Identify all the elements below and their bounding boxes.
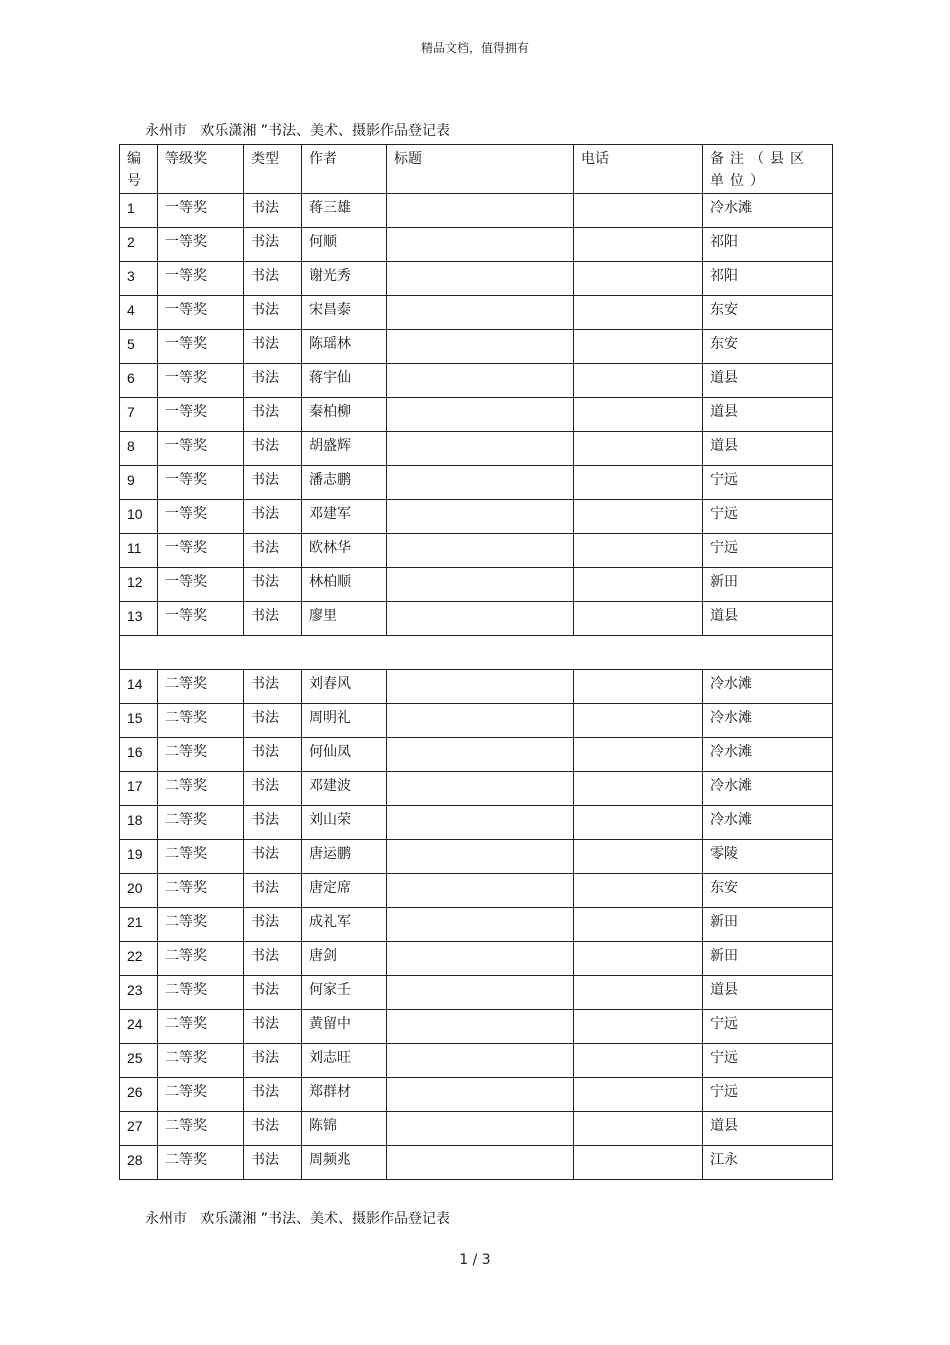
cell-number: 2: [120, 228, 158, 262]
cell-author: 何仙凤: [302, 738, 387, 772]
cell-award: 一等奖: [158, 568, 244, 602]
cell-type: 书法: [244, 398, 302, 432]
cell-number: 9: [120, 466, 158, 500]
cell-type: 书法: [244, 908, 302, 942]
cell-type: 书法: [244, 1078, 302, 1112]
cell-title: [387, 398, 574, 432]
cell-number: 22: [120, 942, 158, 976]
cell-type: 书法: [244, 1146, 302, 1180]
cell-note: 东安: [703, 330, 833, 364]
cell-title: [387, 670, 574, 704]
cell-phone: [574, 228, 703, 262]
cell-award: 一等奖: [158, 500, 244, 534]
cell-note: 冷水滩: [703, 704, 833, 738]
cell-award: 二等奖: [158, 1078, 244, 1112]
cell-title: [387, 296, 574, 330]
cell-award: 一等奖: [158, 194, 244, 228]
cell-note: 宁远: [703, 500, 833, 534]
cell-author: 邓建波: [302, 772, 387, 806]
cell-phone: [574, 704, 703, 738]
cell-phone: [574, 1010, 703, 1044]
table-row: [120, 262, 833, 296]
cell-author: 蒋三雄: [302, 194, 387, 228]
cell-phone: [574, 364, 703, 398]
cell-number: 7: [120, 398, 158, 432]
cell-award: 二等奖: [158, 738, 244, 772]
cell-title: [387, 772, 574, 806]
cell-award: 二等奖: [158, 806, 244, 840]
cell-phone: [574, 432, 703, 466]
cell-note: 道县: [703, 432, 833, 466]
cell-award: 一等奖: [158, 228, 244, 262]
cell-type: 书法: [244, 534, 302, 568]
cell-number: 17: [120, 772, 158, 806]
cell-title: [387, 330, 574, 364]
table-row: [120, 500, 833, 534]
cell-author: 何家壬: [302, 976, 387, 1010]
cell-award: 一等奖: [158, 262, 244, 296]
table-row: [120, 874, 833, 908]
cell-title: [387, 534, 574, 568]
next-table-title: 永州市 欢乐潇湘 ”书法、美术、摄影作品登记表: [145, 1211, 451, 1227]
cell-title: [387, 194, 574, 228]
cell-award: 二等奖: [158, 670, 244, 704]
cell-number: 11: [120, 534, 158, 568]
cell-phone: [574, 602, 703, 636]
cell-number: 5: [120, 330, 158, 364]
cell-type: 书法: [244, 840, 302, 874]
cell-phone: [574, 466, 703, 500]
table-row: [120, 806, 833, 840]
cell-type: 书法: [244, 670, 302, 704]
cell-title: [387, 466, 574, 500]
cell-title: [387, 704, 574, 738]
cell-award: 一等奖: [158, 330, 244, 364]
cell-title: [387, 228, 574, 262]
cell-phone: [574, 296, 703, 330]
cell-number: 26: [120, 1078, 158, 1112]
cell-number: 3: [120, 262, 158, 296]
table-row: [120, 1010, 833, 1044]
cell-author: 唐定席: [302, 874, 387, 908]
cell-type: 书法: [244, 1010, 302, 1044]
table-row: [120, 228, 833, 262]
cell-type: 书法: [244, 568, 302, 602]
cell-note: 宁远: [703, 534, 833, 568]
cell-number: 6: [120, 364, 158, 398]
cell-number: 24: [120, 1010, 158, 1044]
table-row: [120, 466, 833, 500]
cell-author: 蒋宇仙: [302, 364, 387, 398]
cell-author: 谢光秀: [302, 262, 387, 296]
cell-note: 冷水滩: [703, 670, 833, 704]
cell-note: 道县: [703, 398, 833, 432]
cell-author: 林柏顺: [302, 568, 387, 602]
cell-phone: [574, 1078, 703, 1112]
cell-type: 书法: [244, 262, 302, 296]
cell-title: [387, 942, 574, 976]
table-row: [120, 704, 833, 738]
cell-number: 10: [120, 500, 158, 534]
col-header-author: 作者: [302, 145, 387, 194]
cell-type: 书法: [244, 738, 302, 772]
cell-number: 16: [120, 738, 158, 772]
table-row: [120, 1044, 833, 1078]
cell-number: 28: [120, 1146, 158, 1180]
cell-title: [387, 364, 574, 398]
cell-award: 二等奖: [158, 1010, 244, 1044]
cell-note: 零陵: [703, 840, 833, 874]
cell-note: 冷水滩: [703, 806, 833, 840]
cell-title: [387, 432, 574, 466]
cell-phone: [574, 1112, 703, 1146]
cell-title: [387, 1146, 574, 1180]
cell-type: 书法: [244, 296, 302, 330]
table-row: [120, 738, 833, 772]
cell-phone: [574, 670, 703, 704]
cell-phone: [574, 500, 703, 534]
table-row: [120, 194, 833, 228]
cell-type: 书法: [244, 330, 302, 364]
cell-number: 20: [120, 874, 158, 908]
table-row: [120, 1078, 833, 1112]
cell-author: 欧林华: [302, 534, 387, 568]
cell-title: [387, 840, 574, 874]
cell-note: 祁阳: [703, 262, 833, 296]
page-number: 1 / 3: [459, 1252, 491, 1268]
cell-type: 书法: [244, 466, 302, 500]
cell-number: 18: [120, 806, 158, 840]
cell-phone: [574, 262, 703, 296]
cell-author: 刘志旺: [302, 1044, 387, 1078]
cell-award: 二等奖: [158, 1146, 244, 1180]
cell-number: 15: [120, 704, 158, 738]
cell-number: 12: [120, 568, 158, 602]
cell-type: 书法: [244, 1112, 302, 1146]
cell-title: [387, 1010, 574, 1044]
col-header-award: 等级奖: [158, 145, 244, 194]
cell-note: 江永: [703, 1146, 833, 1180]
cell-note: 冷水滩: [703, 772, 833, 806]
cell-phone: [574, 908, 703, 942]
cell-title: [387, 976, 574, 1010]
col-header-note: 备注（县区单位）: [703, 145, 833, 194]
cell-title: [387, 874, 574, 908]
cell-award: 二等奖: [158, 976, 244, 1010]
cell-award: 一等奖: [158, 398, 244, 432]
cell-type: 书法: [244, 194, 302, 228]
cell-author: 周明礼: [302, 704, 387, 738]
table-row: [120, 330, 833, 364]
cell-author: 潘志鹏: [302, 466, 387, 500]
cell-award: 二等奖: [158, 874, 244, 908]
cell-type: 书法: [244, 772, 302, 806]
cell-title: [387, 602, 574, 636]
cell-type: 书法: [244, 432, 302, 466]
col-header-number: 编号: [120, 145, 158, 194]
cell-number: 13: [120, 602, 158, 636]
cell-number: 27: [120, 1112, 158, 1146]
cell-phone: [574, 1146, 703, 1180]
col-header-phone: 电话: [574, 145, 703, 194]
table-row: [120, 840, 833, 874]
cell-author: 陈瑶林: [302, 330, 387, 364]
cell-award: 一等奖: [158, 432, 244, 466]
section-divider-row: [120, 636, 833, 670]
cell-author: 廖里: [302, 602, 387, 636]
cell-phone: [574, 976, 703, 1010]
table-row: [120, 772, 833, 806]
table-row: [120, 364, 833, 398]
cell-title: [387, 1044, 574, 1078]
cell-phone: [574, 1044, 703, 1078]
cell-type: 书法: [244, 602, 302, 636]
cell-type: 书法: [244, 500, 302, 534]
cell-award: 二等奖: [158, 942, 244, 976]
cell-award: 一等奖: [158, 602, 244, 636]
cell-number: 14: [120, 670, 158, 704]
cell-author: 黄留中: [302, 1010, 387, 1044]
cell-note: 道县: [703, 602, 833, 636]
cell-title: [387, 262, 574, 296]
cell-phone: [574, 398, 703, 432]
cell-number: 23: [120, 976, 158, 1010]
cell-author: 唐运鹏: [302, 840, 387, 874]
table-row: [120, 602, 833, 636]
cell-type: 书法: [244, 228, 302, 262]
cell-note: 宁远: [703, 1078, 833, 1112]
cell-number: 19: [120, 840, 158, 874]
cell-title: [387, 500, 574, 534]
table-row: [120, 976, 833, 1010]
cell-note: 道县: [703, 976, 833, 1010]
cell-phone: [574, 194, 703, 228]
table-row: [120, 942, 833, 976]
cell-phone: [574, 942, 703, 976]
cell-note: 祁阳: [703, 228, 833, 262]
cell-note: 道县: [703, 1112, 833, 1146]
cell-type: 书法: [244, 806, 302, 840]
cell-phone: [574, 772, 703, 806]
cell-author: 刘山荣: [302, 806, 387, 840]
cell-type: 书法: [244, 1044, 302, 1078]
col-header-title: 标题: [387, 145, 574, 194]
cell-note: 宁远: [703, 1044, 833, 1078]
table-row: [120, 398, 833, 432]
cell-title: [387, 806, 574, 840]
cell-number: 1: [120, 194, 158, 228]
cell-award: 一等奖: [158, 534, 244, 568]
cell-note: 宁远: [703, 466, 833, 500]
table-row: [120, 1146, 833, 1180]
cell-phone: [574, 738, 703, 772]
cell-author: 何顺: [302, 228, 387, 262]
cell-award: 二等奖: [158, 1112, 244, 1146]
cell-author: 秦柏柳: [302, 398, 387, 432]
cell-title: [387, 738, 574, 772]
cell-phone: [574, 568, 703, 602]
cell-type: 书法: [244, 874, 302, 908]
cell-author: 胡盛辉: [302, 432, 387, 466]
table-row: [120, 908, 833, 942]
cell-author: 郑群材: [302, 1078, 387, 1112]
cell-number: 8: [120, 432, 158, 466]
cell-phone: [574, 806, 703, 840]
cell-note: 道县: [703, 364, 833, 398]
table-row: [120, 670, 833, 704]
cell-type: 书法: [244, 704, 302, 738]
cell-phone: [574, 840, 703, 874]
cell-note: 新田: [703, 568, 833, 602]
cell-award: 二等奖: [158, 1044, 244, 1078]
cell-type: 书法: [244, 364, 302, 398]
cell-phone: [574, 534, 703, 568]
table-row: [120, 568, 833, 602]
table-header-row: [120, 145, 833, 194]
cell-title: [387, 568, 574, 602]
cell-note: 东安: [703, 874, 833, 908]
cell-number: 21: [120, 908, 158, 942]
cell-award: 一等奖: [158, 364, 244, 398]
cell-award: 二等奖: [158, 772, 244, 806]
cell-note: 新田: [703, 942, 833, 976]
cell-type: 书法: [244, 942, 302, 976]
table-row: [120, 432, 833, 466]
cell-note: 冷水滩: [703, 194, 833, 228]
table-row: [120, 534, 833, 568]
cell-note: 东安: [703, 296, 833, 330]
cell-title: [387, 1078, 574, 1112]
cell-number: 4: [120, 296, 158, 330]
cell-phone: [574, 874, 703, 908]
cell-note: 冷水滩: [703, 738, 833, 772]
cell-author: 成礼军: [302, 908, 387, 942]
cell-title: [387, 1112, 574, 1146]
page-header: 精品文档，值得拥有: [420, 41, 529, 55]
table-row: [120, 296, 833, 330]
cell-title: [387, 908, 574, 942]
cell-note: 宁远: [703, 1010, 833, 1044]
cell-author: 宋昌泰: [302, 296, 387, 330]
cell-award: 二等奖: [158, 704, 244, 738]
cell-type: 书法: [244, 976, 302, 1010]
cell-author: 周频兆: [302, 1146, 387, 1180]
table-row: [120, 1112, 833, 1146]
cell-award: 一等奖: [158, 296, 244, 330]
cell-author: 陈锦: [302, 1112, 387, 1146]
table-title: 永州市 欢乐潇湘 ”书法、美术、摄影作品登记表: [145, 123, 451, 139]
cell-author: 唐剑: [302, 942, 387, 976]
cell-author: 邓建军: [302, 500, 387, 534]
cell-award: 二等奖: [158, 908, 244, 942]
empty-cell: [120, 636, 833, 670]
cell-award: 二等奖: [158, 840, 244, 874]
col-header-type: 类型: [244, 145, 302, 194]
cell-note: 新田: [703, 908, 833, 942]
cell-author: 刘春风: [302, 670, 387, 704]
registration-table: [119, 144, 833, 1180]
cell-number: 25: [120, 1044, 158, 1078]
cell-award: 一等奖: [158, 466, 244, 500]
cell-phone: [574, 330, 703, 364]
